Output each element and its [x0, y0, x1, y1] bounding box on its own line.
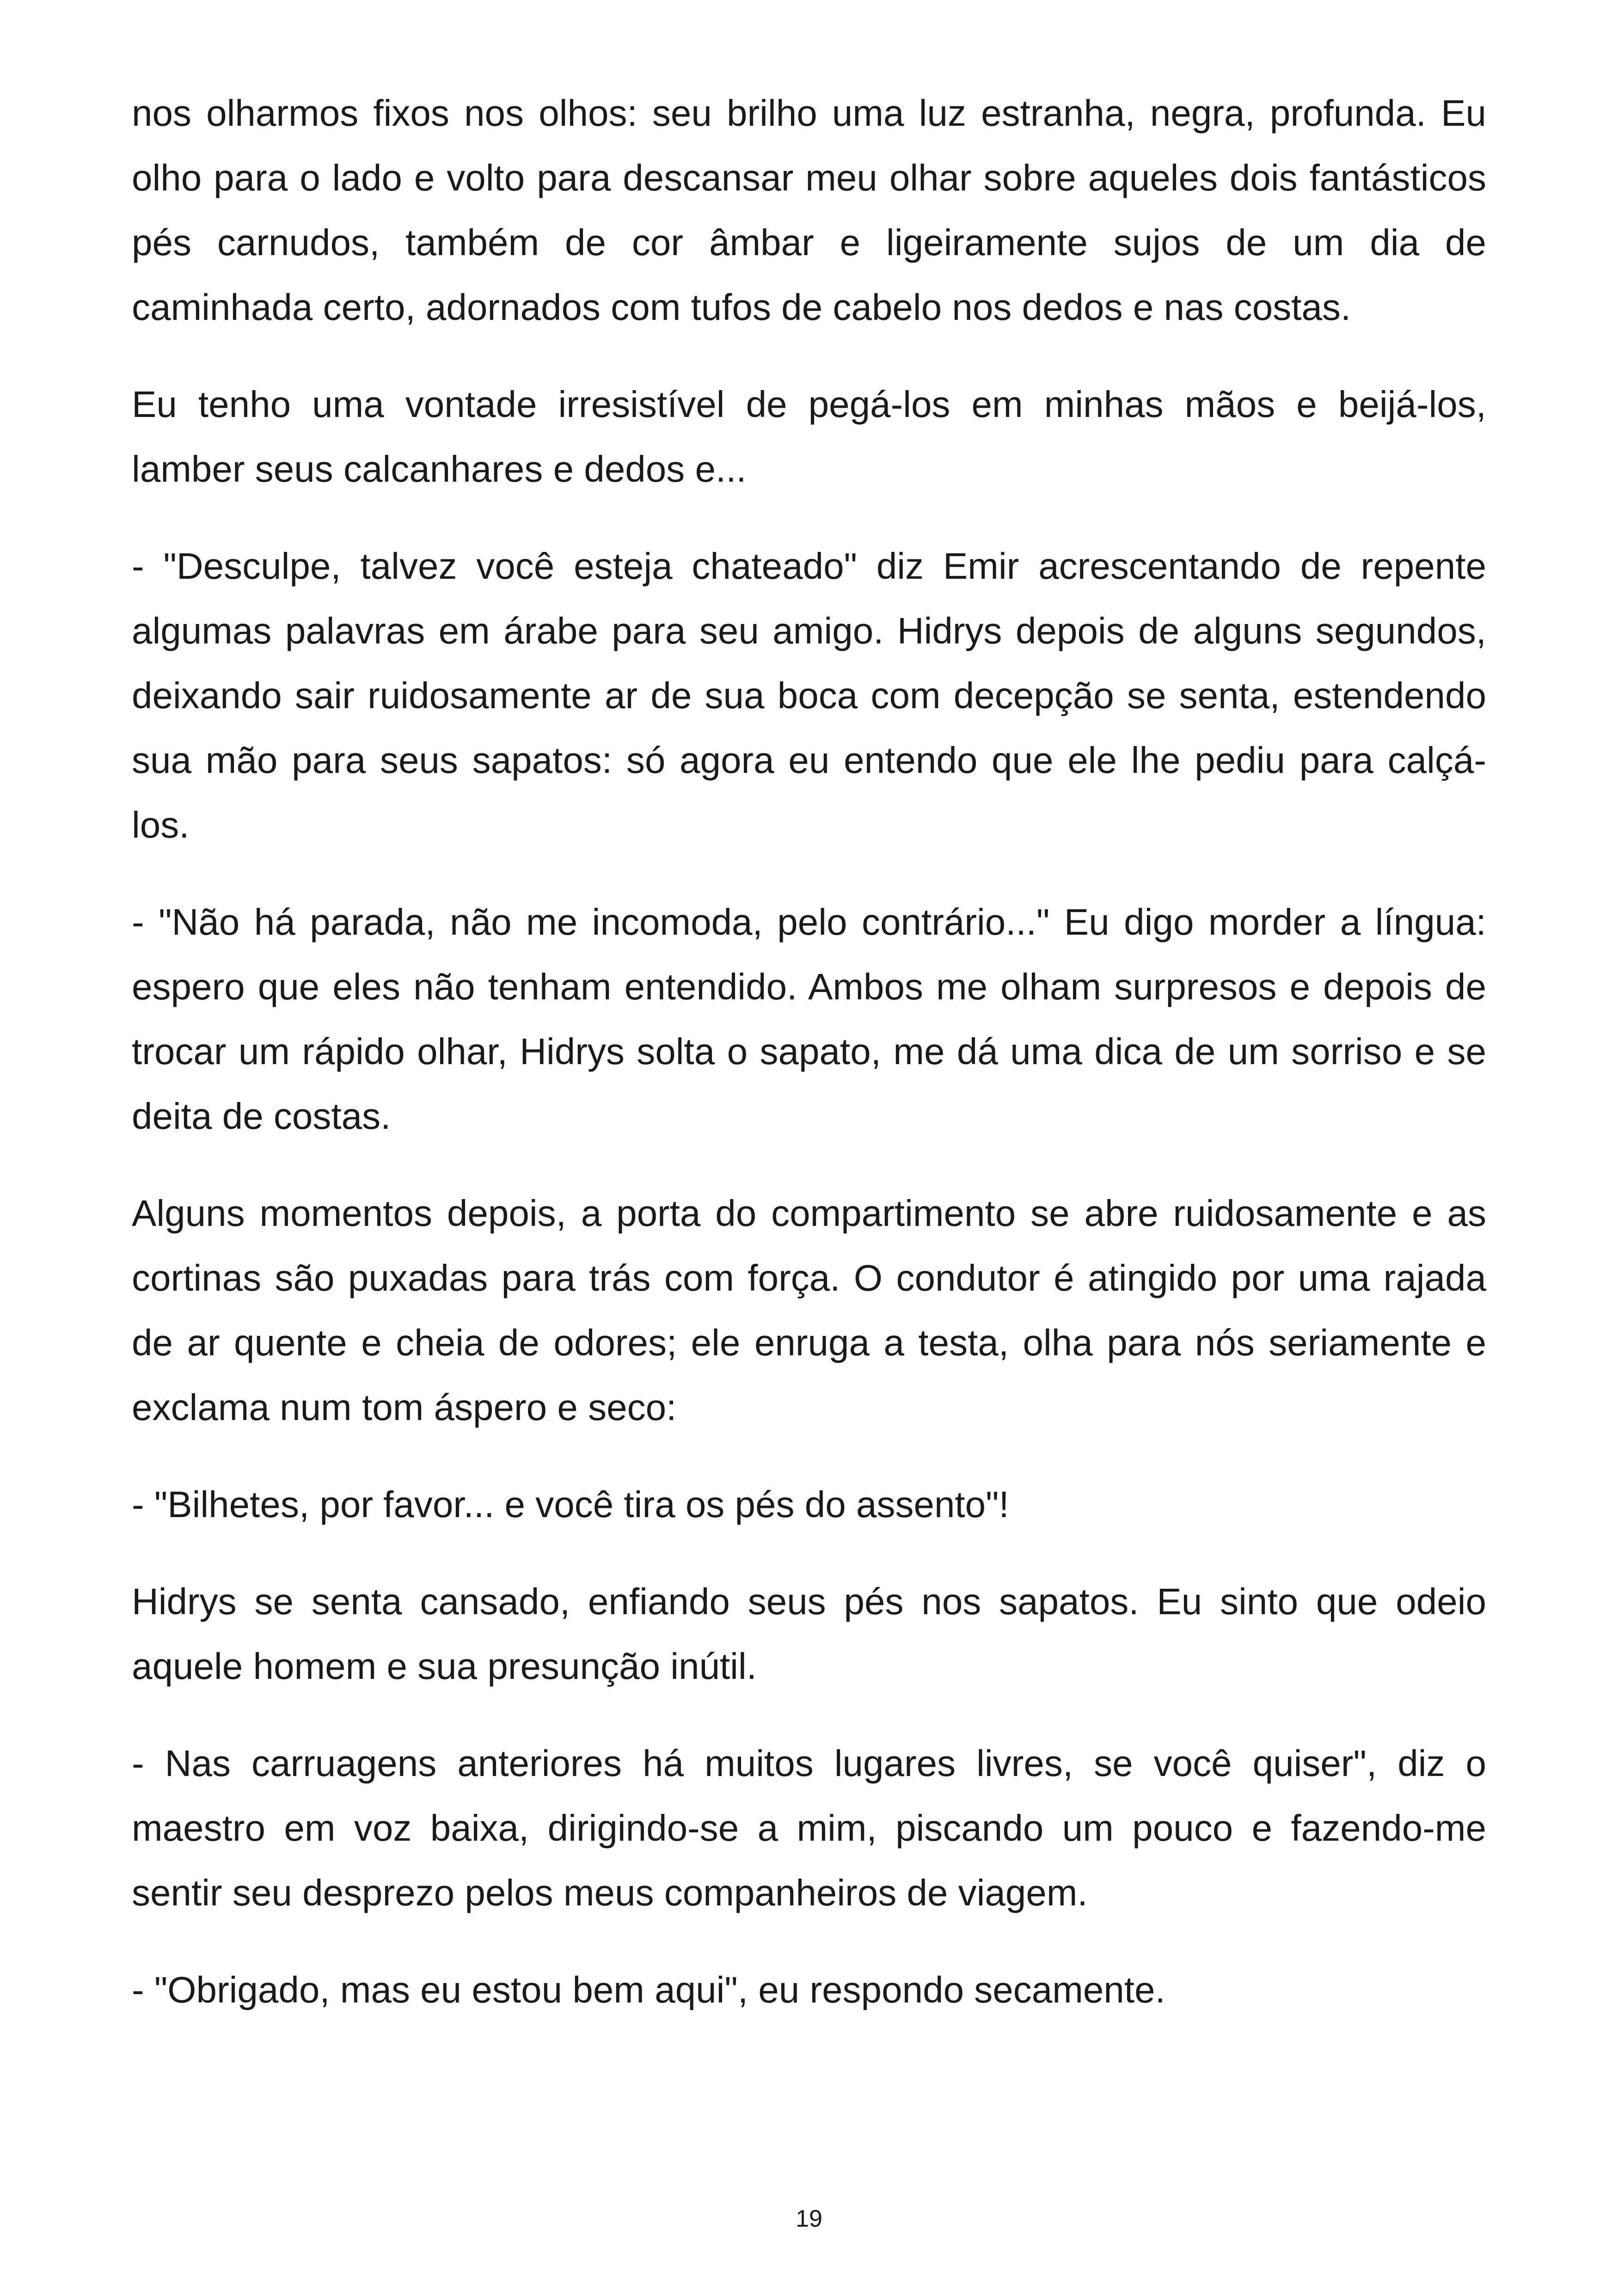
- paragraph: - "Desculpe, talvez você esteja chateado" diz Emir acrescentando de repente algumas palavras em árabe para seu amigo. Hidrys depois de alguns segundos, deixando sair ruidosamente ar de sua boca com decepção se senta, estendendo sua mão para seus sapatos: só agora eu entendo que ele lhe pediu para calçá-los.: [132, 545, 1486, 845]
- body-text: [132, 81, 1486, 2055]
- paragraph: - Nas carruagens anteriores há muitos lugares livres, se você quiser", diz o maestro em voz baixa, dirigindo-se a mim, piscando um pouco e fazendo-me sentir seu desprezo pelos meus companheiros de viagem.: [132, 1743, 1486, 1913]
- paragraph: nos olharmos fixos nos olhos: seu brilho uma luz estranha, negra, profunda. Eu olho para o lado e volto para descansar meu olhar sobre aqueles dois fantásticos pés carnudos, também de cor âmbar e ligeiramente sujos de um dia de caminhada certo, adornados com tufos de cabelo nos dedos e nas costas.: [132, 92, 1486, 328]
- paragraph: Alguns momentos depois, a porta do compartimento se abre ruidosamente e as cortinas são puxadas para trás com força. O condutor é atingido por uma rajada de ar quente e cheia de odores; ele enruga a testa, olha para nós seriamente e exclama num tom áspero e seco:: [132, 1193, 1486, 1428]
- paragraph: - "Bilhetes, por favor... e você tira os pés do assento"!: [132, 1484, 1009, 1525]
- paragraph: Hidrys se senta cansado, enfiando seus pés nos sapatos. Eu sinto que odeio aquele homem e sua presunção inútil.: [132, 1581, 1486, 1687]
- paragraph: Eu tenho uma vontade irresistível de pegá-los em minhas mãos e beijá-los, lamber seus calcanhares e dedos e...: [132, 384, 1486, 490]
- page-number: 19: [796, 2205, 822, 2232]
- paragraph: - "Obrigado, mas eu estou bem aqui", eu respondo secamente.: [132, 1969, 1165, 2010]
- paragraph: - "Não há parada, não me incomoda, pelo contrário..." Eu digo morder a língua: espero que eles não tenham entendido. Ambos me olham surpresos e depois de trocar um rápido olhar, Hidrys solta o sapato, me dá uma dica de um sorriso e se deita de costas.: [132, 901, 1486, 1137]
